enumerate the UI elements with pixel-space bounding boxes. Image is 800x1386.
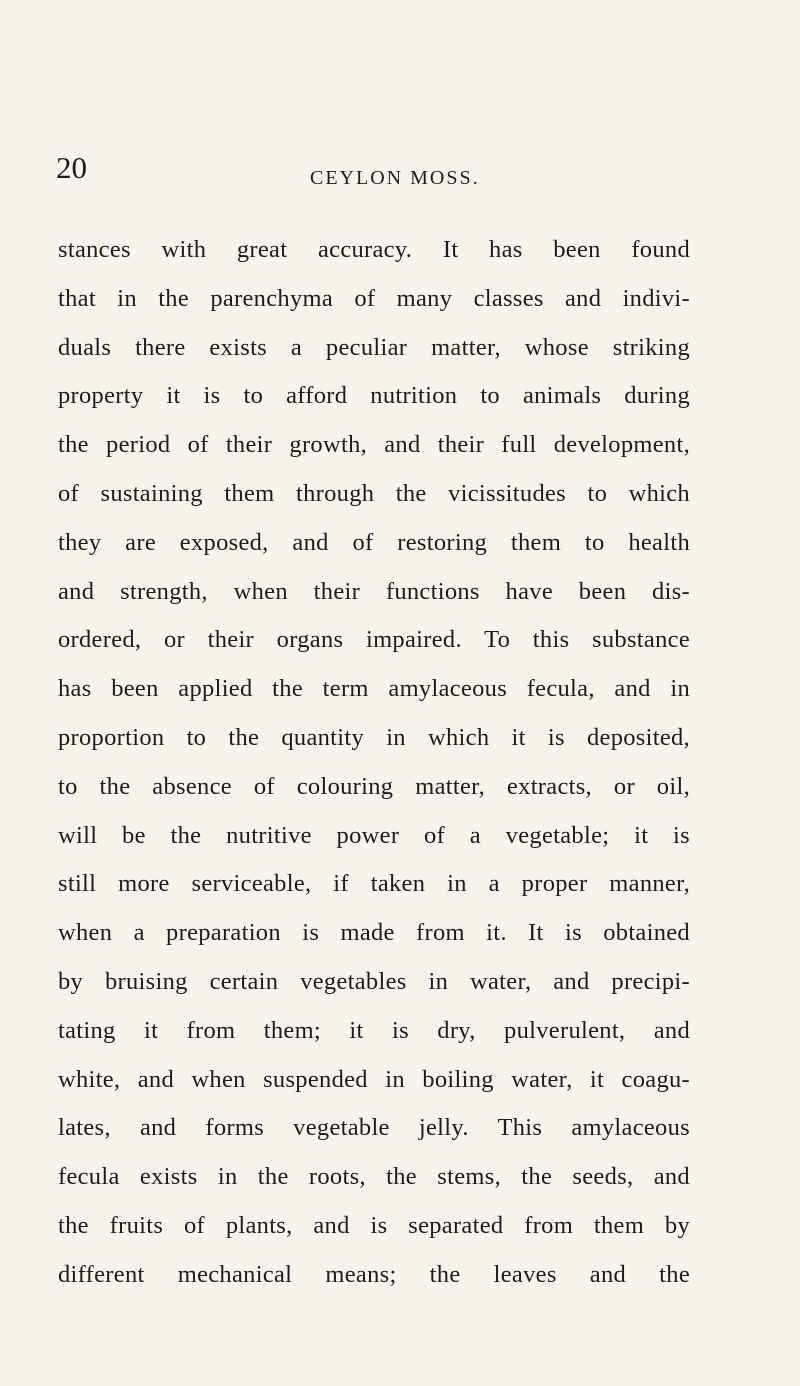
text-line: the period of their growth, and their full development, xyxy=(58,431,690,459)
text-line: stances with great accuracy. It has been found xyxy=(58,236,690,263)
text-line: ordered, or their organs impaired. To this substance xyxy=(58,626,690,654)
text-line: they are exposed, and of restoring them to health xyxy=(58,528,690,556)
text-line: white, and when suspended in boiling water, it coagu- xyxy=(58,1065,690,1093)
text-line: lates, and forms vegetable jelly. This amylaceous xyxy=(58,1114,690,1142)
text-line: to the absence of colouring matter, extracts, or oil, xyxy=(58,772,690,800)
text-line: that in the parenchyma of many classes and indivi- xyxy=(58,284,690,312)
text-line: duals there exists a peculiar matter, whose striking xyxy=(58,333,690,361)
text-line: by bruising certain vegetables in water, and precipi- xyxy=(58,967,690,995)
text-line: property it is to afford nutrition to animals during xyxy=(58,382,690,410)
text-line: will be the nutritive power of a vegetable; it is xyxy=(58,821,690,849)
text-line: still more serviceable, if taken in a proper manner, xyxy=(58,870,690,898)
body-text xyxy=(58,226,690,1300)
text-line: proportion to the quantity in which it is deposited, xyxy=(58,723,690,751)
text-line: fecula exists in the roots, the stems, the seeds, and xyxy=(58,1163,690,1191)
page-number: 20 xyxy=(56,150,87,185)
text-line: of sustaining them through the vicissitudes to which xyxy=(58,479,690,507)
text-line: different mechanical means; the leaves and the xyxy=(58,1260,690,1288)
running-head: CEYLON MOSS. xyxy=(310,167,480,189)
text-line: the fruits of plants, and is separated from them by xyxy=(58,1211,690,1239)
text-line: tating it from them; it is dry, pulverulent, and xyxy=(58,1016,690,1044)
text-line: and strength, when their functions have been dis- xyxy=(58,577,690,605)
text-line: when a preparation is made from it. It is obtained xyxy=(58,919,690,947)
text-line: has been applied the term amylaceous fecula, and in xyxy=(58,675,690,703)
